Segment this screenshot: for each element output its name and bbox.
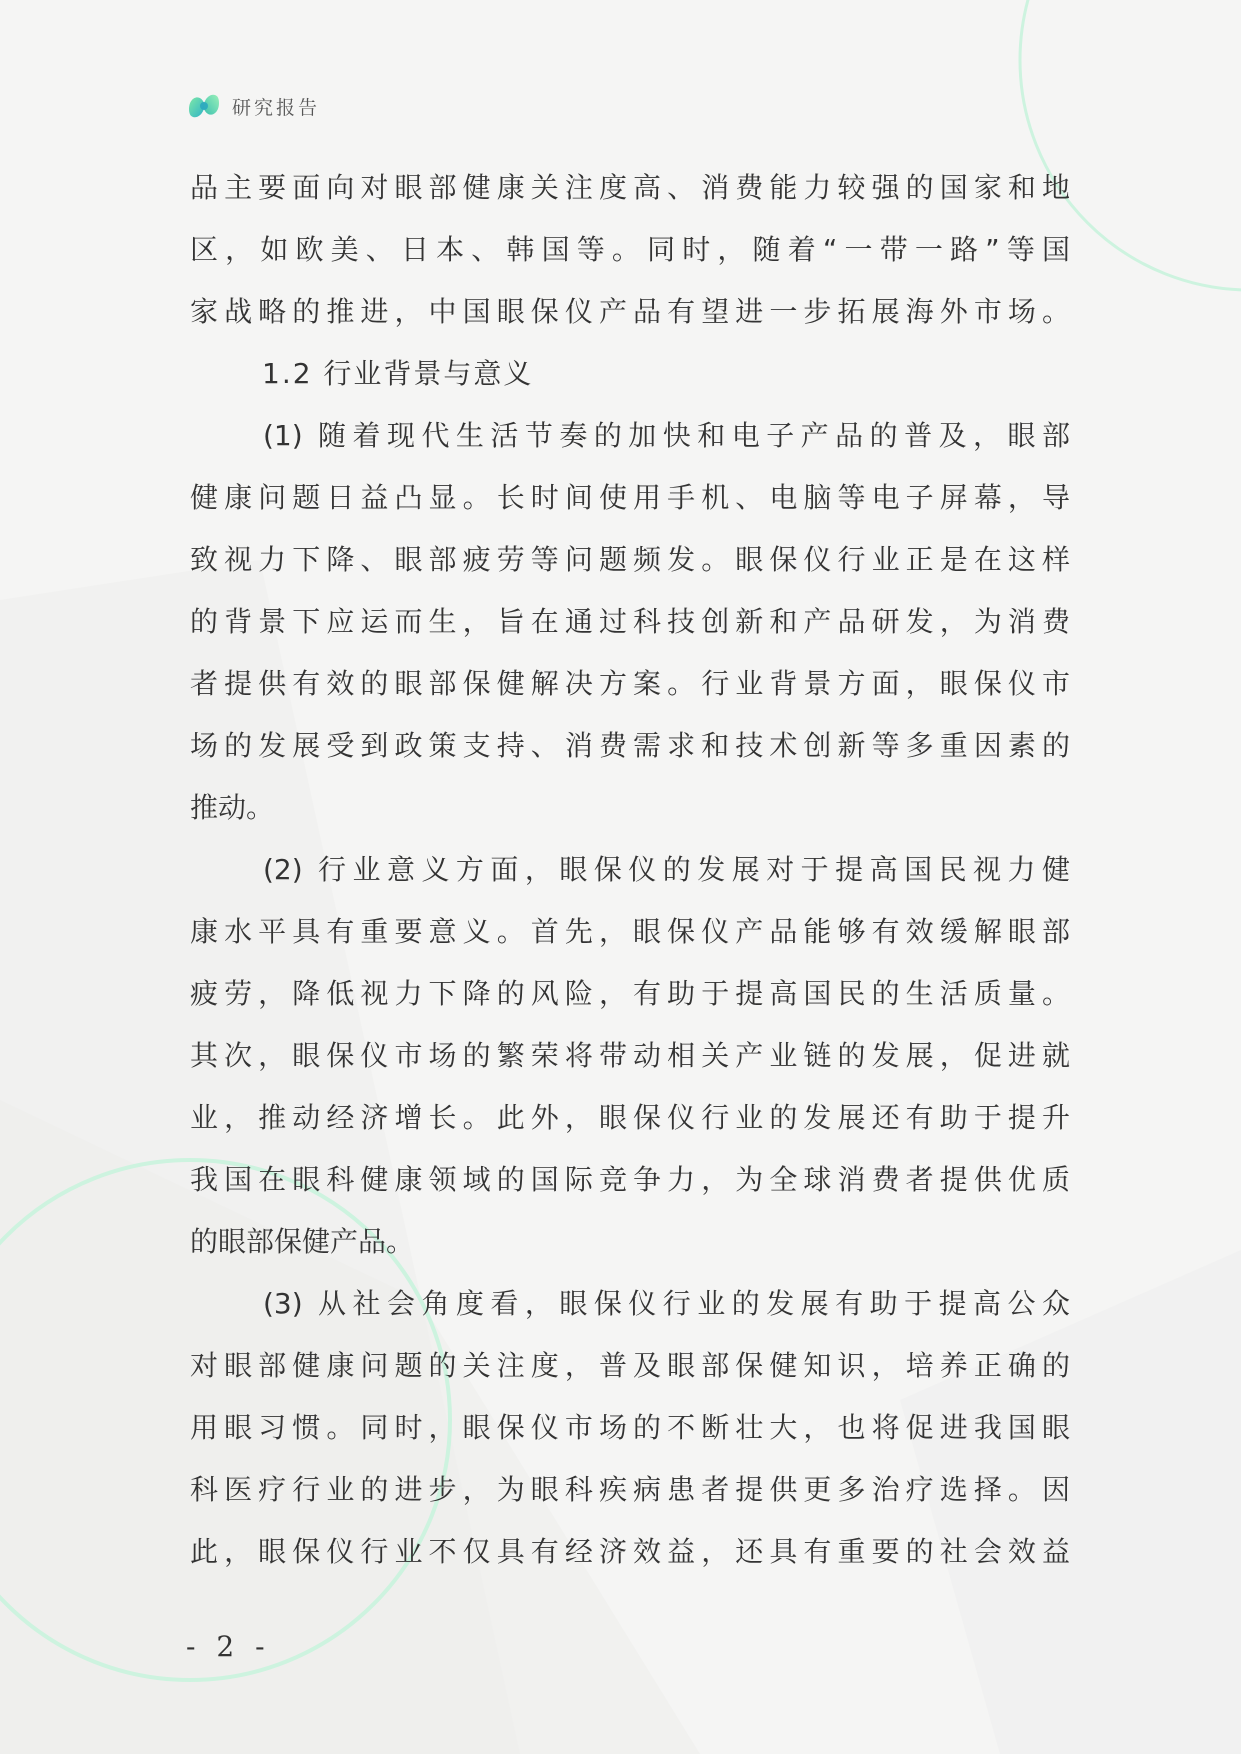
text-line: 推动。 <box>190 791 275 824</box>
text-line: 者提供有效的眼部保健解决方案。行业背景方面，眼保仪市 <box>190 667 1070 700</box>
text-line: 品主要面向对眼部健康关注度高、消费能力较强的国家和地 <box>190 171 1070 204</box>
page-number: - 2 - <box>186 1630 271 1663</box>
text-line: 致视力下降、眼部疲劳等问题频发。眼保仪行业正是在这样 <box>190 543 1070 576</box>
text-line: 此，眼保仪行业不仅具有经济效益，还具有重要的社会效益 <box>190 1535 1070 1568</box>
brand-logo-icon <box>186 89 222 123</box>
text-line: 场的发展受到政策支持、消费需求和技术创新等多重因素的 <box>190 729 1070 762</box>
document-body <box>190 157 1070 1583</box>
text-line: 疲劳，降低视力下降的风险，有助于提高国民的生活质量。 <box>190 977 1070 1010</box>
text-line: 家战略的推进，中国眼保仪产品有望进一步拓展海外市场。 <box>190 295 1070 328</box>
text-line: 的背景下应运而生，旨在通过科技创新和产品研发，为消费 <box>190 605 1070 638</box>
report-header <box>186 88 320 124</box>
text-line: 健康问题日益凸显。长时间使用手机、电脑等电子屏幕，导 <box>190 481 1070 514</box>
paragraph-start: (3) 从社会角度看，眼保仪行业的发展有助于提高公众 <box>263 1287 1070 1320</box>
text-line: 科医疗行业的进步，为眼科疾病患者提供更多治疗选择。因 <box>190 1473 1070 1506</box>
header-title: 研究报告 <box>232 96 321 119</box>
text-line: 我国在眼科健康领域的国际竞争力，为全球消费者提供优质 <box>190 1163 1070 1196</box>
paragraph-start: (1) 随着现代生活节奏的加快和电子产品的普及，眼部 <box>263 419 1070 452</box>
section-heading: 1.2 行业背景与意义 <box>262 357 534 390</box>
paragraph-start: (2) 行业意义方面，眼保仪的发展对于提高国民视力健 <box>263 853 1070 886</box>
text-line: 康水平具有重要意义。首先，眼保仪产品能够有效缓解眼部 <box>190 915 1070 948</box>
text-line: 区，如欧美、日本、韩国等。同时，随着“一带一路”等国 <box>190 233 1070 266</box>
text-line: 对眼部健康问题的关注度，普及眼部保健知识，培养正确的 <box>190 1349 1070 1382</box>
text-line: 用眼习惯。同时，眼保仪市场的不断壮大，也将促进我国眼 <box>190 1411 1070 1444</box>
text-line: 其次，眼保仪市场的繁荣将带动相关产业链的发展，促进就 <box>190 1039 1070 1072</box>
text-line: 的眼部保健产品。 <box>190 1225 415 1258</box>
text-line: 业，推动经济增长。此外，眼保仪行业的发展还有助于提升 <box>190 1101 1070 1134</box>
